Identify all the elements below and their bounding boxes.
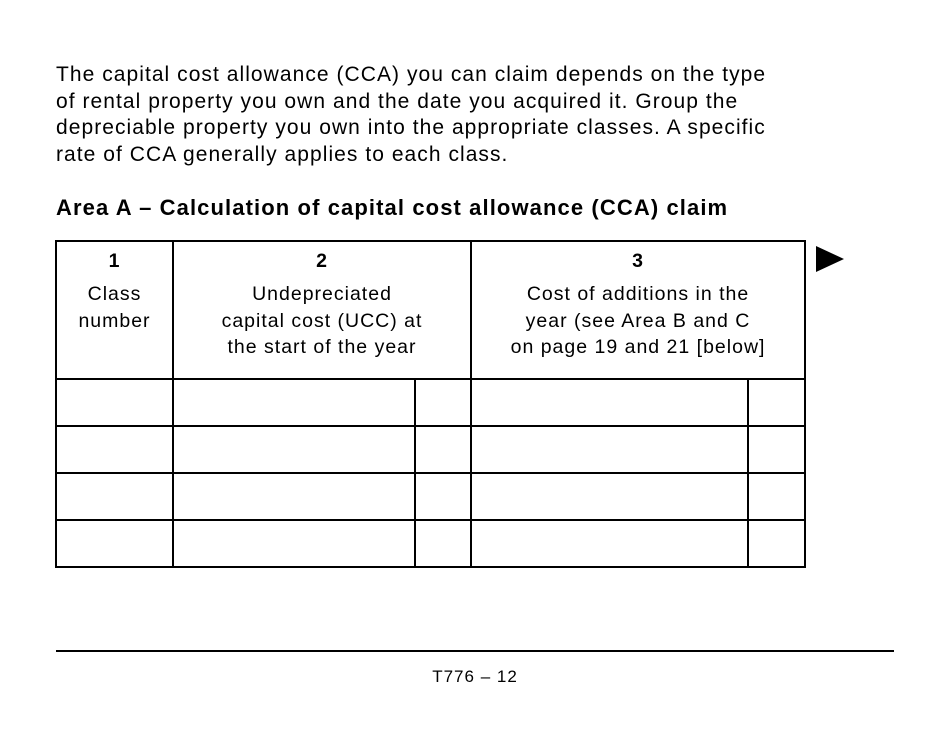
area-a-heading: Area A – Calculation of capital cost allowance (CCA) claim [56,195,729,220]
intro-line: of rental property you own and the date you acquired it. Group the [56,89,739,113]
column-title-line: number [78,309,151,332]
table-row [56,426,805,473]
additions-cents-field[interactable] [748,379,805,426]
intro-line: rate of CCA generally applies to each class. [56,142,509,166]
table-header-row [56,241,805,379]
ucc-cents-field[interactable] [415,426,471,473]
intro-line: The capital cost allowance (CCA) you can claim depends on the type [56,63,767,86]
class-number-field[interactable] [56,379,173,426]
additions-cents-field[interactable] [748,473,805,520]
table-row [56,473,805,520]
class-number-field[interactable] [56,520,173,567]
column-number: 1 [108,250,121,272]
footer-divider [56,650,894,652]
ucc-dollars-field[interactable] [173,379,415,426]
column-title-line: Cost of additions in the [526,283,750,305]
column-number: 2 [316,250,328,272]
table-row [56,520,805,567]
column-title-line: capital cost (UCC) at [221,309,423,332]
additions-dollars-field[interactable] [471,379,748,426]
column-title-line: on page 19 and 21 [below] [510,336,766,358]
additions-dollars-field[interactable] [471,520,748,567]
ucc-cents-field[interactable] [415,379,471,426]
right-triangle-arrow-icon [816,246,844,272]
intro-paragraph [56,62,876,168]
column-title-line: Class [87,283,142,305]
ucc-dollars-field[interactable] [173,520,415,567]
column-title-line: Undepreciated [252,283,392,305]
column-number: 3 [632,250,644,272]
ucc-dollars-field[interactable] [173,473,415,520]
column-header-ucc [173,241,471,379]
class-number-field[interactable] [56,426,173,473]
additions-cents-field[interactable] [748,520,805,567]
page-number: T776 – 12 [432,667,518,686]
additions-dollars-field[interactable] [471,473,748,520]
column-title-line: the start of the year [227,336,417,358]
additions-cents-field[interactable] [748,426,805,473]
ucc-cents-field[interactable] [415,473,471,520]
ucc-dollars-field[interactable] [173,426,415,473]
column-header-cost-of-additions [471,241,805,379]
column-header-class-number [56,241,173,379]
table-row [56,379,805,426]
additions-dollars-field[interactable] [471,426,748,473]
cca-calculation-table [55,240,806,568]
class-number-field[interactable] [56,473,173,520]
intro-line: depreciable property you own into the appropriate classes. A specific [56,116,766,139]
ucc-cents-field[interactable] [415,520,471,567]
column-title-line: year (see Area B and C [525,309,751,332]
